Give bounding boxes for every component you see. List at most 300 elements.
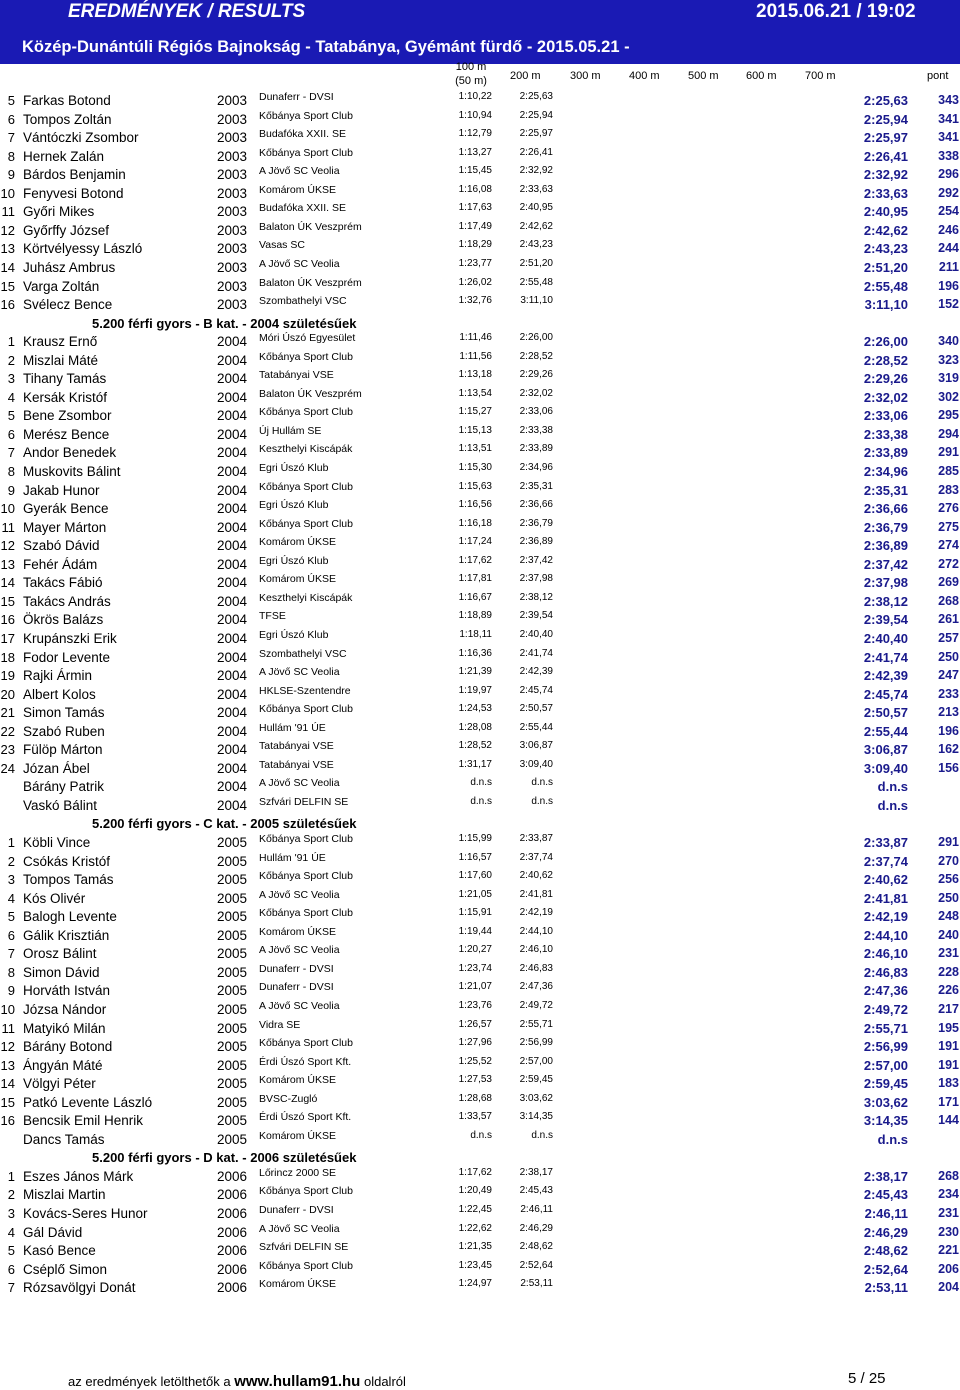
place: 7 — [7, 445, 15, 461]
place: 14 — [0, 259, 15, 275]
club: Egri Úszó Klub — [259, 628, 329, 641]
birth-year: 2006 — [217, 1168, 248, 1184]
swimmer-name: Kasó Bence — [23, 1243, 96, 1259]
table-row — [0, 1092, 960, 1113]
place: 6 — [7, 1261, 15, 1277]
final-time: 2:52,64 — [863, 1261, 908, 1277]
swimmer-name: Takács Fábió — [23, 575, 103, 591]
generated-date: 2015.06.21 / 19:02 — [756, 1, 916, 22]
col-400m: 400 m — [629, 70, 660, 82]
split-200m: d.n.s — [531, 777, 553, 789]
final-time: 2:59,45 — [863, 1076, 908, 1092]
club: Kőbánya Sport Club — [259, 907, 353, 920]
birth-year: 2004 — [217, 334, 248, 350]
points: 247 — [938, 668, 959, 683]
split-200m: 2:37,98 — [519, 573, 553, 585]
club: Budafóka XXII. SE — [259, 128, 346, 141]
results-title: EREDMÉNYEK / RESULTS — [68, 1, 306, 22]
split-200m: 2:26,00 — [519, 332, 553, 344]
split-100m: 1:28,08 — [458, 721, 492, 733]
split-200m: 2:51,20 — [519, 257, 553, 269]
final-time: 2:33,89 — [863, 445, 908, 461]
table-row — [0, 387, 960, 408]
place: 6 — [7, 111, 15, 127]
split-200m: 2:52,64 — [519, 1259, 553, 1271]
swimmer-name: Orosz Bálint — [23, 946, 97, 962]
final-time: 2:25,63 — [863, 93, 908, 108]
final-time: 2:46,10 — [863, 946, 908, 962]
club: Komárom ÚKSE — [259, 1074, 337, 1087]
split-200m: 2:32,02 — [519, 387, 553, 399]
swimmer-name: Merész Bence — [23, 426, 110, 442]
club: A Jövő SC Veolia — [259, 1222, 340, 1235]
place: 20 — [0, 686, 15, 702]
split-100m: 1:23,76 — [458, 999, 492, 1011]
table-row — [0, 464, 960, 482]
split-200m: 2:56,99 — [519, 1037, 553, 1049]
points: 268 — [938, 593, 959, 608]
points: 302 — [938, 389, 959, 404]
club: Komárom ÚKSE — [259, 573, 337, 586]
split-200m: 2:36,79 — [519, 517, 553, 529]
birth-year: 2004 — [217, 612, 248, 628]
table-row — [0, 758, 960, 779]
table-row — [0, 1280, 960, 1298]
swimmer-name: Takács András — [23, 593, 111, 609]
birth-year: 2003 — [217, 204, 248, 220]
split-200m: 2:25,97 — [519, 128, 553, 140]
table-row — [0, 1166, 960, 1187]
points: 283 — [938, 482, 959, 497]
final-time: 2:48,62 — [863, 1243, 908, 1259]
swimmer-name: Simon Tamás — [23, 705, 105, 721]
place: 15 — [0, 278, 15, 294]
birth-year: 2005 — [217, 909, 248, 925]
swimmer-name: Kovács-Seres Hunor — [23, 1206, 148, 1221]
table-row — [0, 538, 960, 556]
club: Kőbánya Sport Club — [259, 1185, 353, 1198]
points: 268 — [938, 1168, 959, 1183]
place: 22 — [0, 723, 15, 739]
swimmer-name: Gyerák Bence — [23, 501, 109, 517]
final-time: 2:45,43 — [863, 1187, 908, 1203]
place: 15 — [0, 1094, 15, 1110]
split-200m: 2:48,62 — [519, 1241, 553, 1253]
split-200m: 2:33,06 — [519, 406, 553, 418]
place: 10 — [0, 1001, 15, 1017]
swimmer-name: Kersák Kristóf — [23, 389, 108, 405]
points: 340 — [938, 334, 959, 349]
split-100m: 1:23,77 — [458, 257, 492, 269]
swimmer-name: Ökrös Balázs — [23, 612, 104, 628]
swimmer-name: Simon Dávid — [23, 964, 100, 980]
site-link[interactable]: www.hullam91.hu — [234, 1373, 361, 1390]
split-100m: 1:19,97 — [458, 684, 492, 696]
birth-year: 2003 — [217, 297, 248, 313]
club: HKLSE-Szentendre — [259, 684, 351, 697]
points: 256 — [938, 872, 959, 887]
club: Hullám '91 ÚE — [259, 721, 326, 734]
split-200m: 2:36,66 — [519, 499, 553, 511]
birth-year: 2006 — [217, 1280, 248, 1296]
club: A Jövő SC Veolia — [259, 257, 340, 270]
final-time: 2:41,74 — [863, 649, 908, 665]
place: 1 — [7, 835, 15, 850]
birth-year: 2005 — [217, 1057, 248, 1073]
points: 211 — [938, 259, 959, 274]
points: 323 — [938, 352, 959, 367]
final-time: 2:40,62 — [863, 872, 908, 888]
split-100m: 1:13,18 — [458, 369, 492, 381]
split-200m: 2:49,72 — [519, 999, 553, 1011]
club: Kőbánya Sport Club — [259, 109, 353, 122]
table-row — [0, 628, 960, 649]
split-100m: 1:24,97 — [458, 1278, 492, 1290]
club: A Jövő SC Veolia — [259, 666, 340, 679]
swimmer-name: Köbli Vince — [23, 835, 91, 850]
final-time: 2:34,96 — [863, 464, 908, 479]
birth-year: 2004 — [217, 426, 248, 442]
split-200m: 3:03,62 — [519, 1092, 553, 1104]
split-100m: 1:26,57 — [458, 1018, 492, 1030]
birth-year: 2004 — [217, 649, 248, 665]
split-100m: 1:13,54 — [458, 387, 492, 399]
swimmer-name: Győri Mikes — [23, 204, 95, 220]
swimmer-name: Balogh Levente — [23, 909, 117, 925]
final-time: 2:32,92 — [863, 167, 908, 183]
split-200m: 2:38,17 — [519, 1166, 553, 1178]
split-200m: 2:33,63 — [519, 183, 553, 195]
table-row — [0, 721, 960, 742]
split-100m: 1:22,45 — [458, 1204, 492, 1215]
split-200m: 2:33,38 — [519, 424, 553, 436]
place: 12 — [0, 222, 15, 238]
split-200m: 2:50,57 — [519, 703, 553, 715]
club: Balaton ÚK Veszprém — [259, 276, 362, 289]
table-row — [0, 371, 960, 389]
table-row — [0, 795, 960, 816]
split-100m: 1:25,52 — [458, 1055, 492, 1067]
final-time: 2:40,95 — [863, 204, 908, 220]
split-200m: 2:25,94 — [519, 109, 553, 121]
points: 191 — [938, 1039, 959, 1054]
place: 9 — [7, 983, 15, 999]
final-time: 3:14,35 — [863, 1113, 908, 1129]
table-row — [0, 888, 960, 909]
birth-year: 2006 — [217, 1206, 248, 1221]
place: 5 — [7, 909, 15, 925]
club: Hullám '91 ÚE — [259, 851, 326, 864]
final-time: 2:33,06 — [863, 408, 908, 424]
split-100m: 1:21,39 — [458, 666, 492, 678]
place: 1 — [7, 1168, 15, 1184]
points: 275 — [938, 519, 959, 534]
points: 231 — [938, 946, 959, 961]
split-100m: 1:10,94 — [458, 109, 492, 121]
club: Budafóka XXII. SE — [259, 202, 346, 215]
birth-year: 2004 — [217, 519, 248, 535]
split-200m: 2:25,63 — [519, 91, 553, 102]
place: 15 — [0, 593, 15, 609]
split-100m: d.n.s — [470, 777, 492, 789]
points: 295 — [938, 408, 959, 423]
swimmer-name: Krausz Ernő — [23, 334, 98, 350]
place: 19 — [0, 668, 15, 684]
club: TFSE — [259, 610, 286, 623]
place: 21 — [0, 705, 15, 721]
birth-year: 2004 — [217, 797, 248, 813]
club: BVSC-Zugló — [259, 1092, 318, 1105]
points: 226 — [938, 983, 959, 998]
split-200m: 2:42,19 — [519, 907, 553, 919]
split-200m: 2:47,36 — [519, 981, 553, 993]
swimmer-name: Andor Benedek — [23, 445, 117, 461]
final-time: 2:42,19 — [863, 909, 908, 925]
birth-year: 2004 — [217, 408, 248, 424]
split-200m: 2:29,26 — [519, 369, 553, 381]
table-row — [0, 276, 960, 297]
club: A Jövő SC Veolia — [259, 999, 340, 1012]
swimmer-name: Csókás Kristóf — [23, 853, 111, 869]
final-time: 2:32,02 — [863, 389, 908, 405]
club: Komárom ÚKSE — [259, 1129, 337, 1142]
club: Tatabányai VSE — [259, 740, 334, 753]
birth-year: 2003 — [217, 259, 248, 275]
birth-year: 2004 — [217, 556, 248, 572]
split-100m: 1:16,08 — [458, 183, 492, 195]
col-100m: 100 m (50 m) — [455, 61, 487, 87]
points: 250 — [938, 890, 959, 905]
birth-year: 2003 — [217, 185, 248, 201]
table-row — [0, 909, 960, 927]
club: Kőbánya Sport Club — [259, 480, 353, 493]
swimmer-name: Kós Olivér — [23, 890, 86, 906]
swimmer-name: Patkó Levente László — [23, 1094, 153, 1110]
split-200m: 2:34,96 — [519, 462, 553, 473]
swimmer-name: Svélecz Bence — [23, 297, 113, 313]
col-300m: 300 m — [570, 70, 601, 82]
swimmer-name: Körtvélyessy László — [23, 241, 143, 257]
final-time: d.n.s — [877, 1131, 908, 1147]
birth-year: 2004 — [217, 760, 248, 776]
points: 206 — [938, 1261, 959, 1276]
final-time: 2:35,31 — [863, 482, 908, 498]
place: 4 — [7, 1224, 15, 1240]
final-time: d.n.s — [877, 797, 908, 813]
points: 296 — [938, 167, 959, 182]
split-100m: 1:31,17 — [458, 758, 492, 770]
table-row — [0, 146, 960, 167]
final-time: 2:46,29 — [863, 1224, 908, 1240]
table-row — [0, 445, 960, 463]
split-200m: 3:09,40 — [519, 758, 553, 770]
birth-year: 2004 — [217, 352, 248, 368]
club: Érdi Úszó Sport Kft. — [259, 1055, 352, 1068]
split-200m: 2:33,87 — [519, 833, 553, 844]
birth-year: 2006 — [217, 1224, 248, 1240]
birth-year: 2005 — [217, 1001, 248, 1017]
swimmer-name: Fehér Ádám — [23, 556, 98, 572]
points: 152 — [938, 297, 959, 312]
col-600m: 600 m — [746, 70, 777, 82]
split-200m: 2:36,89 — [519, 536, 553, 548]
final-time: 2:36,89 — [863, 538, 908, 554]
club: Kőbánya Sport Club — [259, 1259, 353, 1272]
section-title: 5.200 férfi gyors - B kat. - 2004 születésűek — [92, 315, 357, 331]
split-200m: 2:44,10 — [519, 925, 553, 937]
place: 13 — [0, 241, 15, 257]
place: 13 — [0, 1057, 15, 1073]
split-100m: 1:23,74 — [458, 962, 492, 974]
split-200m: 3:06,87 — [519, 740, 553, 752]
place: 2 — [7, 1187, 15, 1203]
table-row — [0, 93, 960, 111]
final-time: 2:38,17 — [863, 1168, 908, 1184]
final-time: 2:42,62 — [863, 222, 908, 238]
table-row — [0, 167, 960, 185]
points: 196 — [938, 723, 959, 738]
table-row — [0, 835, 960, 853]
swimmer-name: Gál Dávid — [23, 1224, 83, 1240]
final-time: 2:36,79 — [863, 519, 908, 535]
points: 196 — [938, 278, 959, 293]
table-row — [0, 130, 960, 148]
split-100m: 1:23,45 — [458, 1259, 492, 1271]
table-row — [0, 501, 960, 519]
split-100m: 1:16,57 — [458, 851, 492, 863]
split-200m: 2:46,10 — [519, 944, 553, 956]
birth-year: 2004 — [217, 668, 248, 684]
final-time: 2:38,12 — [863, 593, 908, 609]
club: Szombathelyi VSC — [259, 647, 347, 660]
col-500m: 500 m — [688, 70, 719, 82]
split-100m: 1:27,53 — [458, 1074, 492, 1086]
club: A Jövő SC Veolia — [259, 165, 340, 178]
place: 18 — [0, 649, 15, 665]
points: 341 — [938, 130, 959, 145]
points: 230 — [938, 1224, 959, 1239]
swimmer-name: Tompos Tamás — [23, 872, 114, 888]
table-row — [0, 591, 960, 612]
place: 3 — [7, 872, 15, 888]
final-time: 2:33,63 — [863, 185, 908, 201]
table-row — [0, 220, 960, 241]
birth-year: 2005 — [217, 1113, 248, 1129]
place: 4 — [7, 389, 15, 405]
swimmer-name: Jakab Hunor — [23, 482, 100, 498]
table-row — [0, 554, 960, 575]
table-row — [0, 851, 960, 872]
club: Érdi Úszó Sport Kft. — [259, 1111, 352, 1124]
final-time: 2:47,36 — [863, 983, 908, 999]
final-time: 2:26,00 — [863, 334, 908, 350]
birth-year: 2005 — [217, 946, 248, 962]
split-100m: 1:17,81 — [458, 573, 492, 585]
place: 14 — [0, 575, 15, 591]
points: 246 — [938, 222, 959, 237]
club: Kőbánya Sport Club — [259, 833, 353, 845]
split-100m: 1:11,56 — [459, 350, 492, 362]
final-time: 2:55,44 — [863, 723, 908, 739]
place: 12 — [0, 538, 15, 554]
final-time: 3:09,40 — [863, 760, 908, 776]
club: Kőbánya Sport Club — [259, 517, 353, 530]
club: Vasas SC — [259, 239, 305, 252]
birth-year: 2005 — [217, 835, 248, 850]
birth-year: 2003 — [217, 241, 248, 257]
place: 5 — [7, 1243, 15, 1259]
place: 9 — [7, 482, 15, 498]
swimmer-name: Matyikó Milán — [23, 1020, 106, 1036]
points: 204 — [938, 1280, 959, 1295]
split-100m: 1:16,67 — [458, 591, 492, 603]
points: 276 — [938, 501, 959, 516]
place: 2 — [7, 853, 15, 869]
place: 9 — [7, 167, 15, 183]
table-row — [0, 1018, 960, 1039]
split-100m: 1:16,56 — [458, 499, 492, 511]
swimmer-name: Józan Ábel — [23, 760, 90, 776]
section-title: 5.200 férfi gyors - D kat. - 2006 születésűek — [92, 1150, 357, 1166]
birth-year: 2006 — [217, 1243, 248, 1259]
birth-year: 2003 — [217, 130, 248, 146]
points: 261 — [938, 612, 959, 627]
club: Kőbánya Sport Club — [259, 146, 353, 159]
birth-year: 2005 — [217, 872, 248, 888]
table-row — [0, 962, 960, 983]
final-time: 2:56,99 — [863, 1039, 908, 1055]
swimmer-name: Horváth István — [23, 983, 111, 999]
place: 11 — [1, 204, 15, 220]
birth-year: 2004 — [217, 779, 248, 795]
birth-year: 2004 — [217, 593, 248, 609]
table-row — [0, 742, 960, 760]
split-200m: 2:41,74 — [519, 647, 553, 659]
split-100m: 1:16,18 — [458, 517, 492, 529]
col-700m: 700 m — [805, 70, 836, 82]
club: Szfvári DELFIN SE — [259, 1241, 349, 1254]
club: Kőbánya Sport Club — [259, 406, 353, 419]
split-200m: 2:26,41 — [519, 146, 553, 158]
competition-title: Közép-Dunántúli Régiós Bajnokság - Tatabánya, Gyémánt fürdő - 2015.05.21 - — [22, 38, 630, 56]
birth-year: 2004 — [217, 538, 248, 554]
birth-year: 2003 — [217, 167, 248, 183]
table-row — [0, 1206, 960, 1224]
final-time: 2:25,94 — [863, 111, 908, 127]
table-row — [0, 983, 960, 1001]
birth-year: 2005 — [217, 964, 248, 980]
split-200m: 2:59,45 — [519, 1074, 553, 1086]
birth-year: 2006 — [217, 1261, 248, 1277]
footer-note: az eredmények letölthetők a www.hullam91.hu oldalról — [68, 1373, 406, 1390]
page-number: 5 / 25 — [848, 1370, 886, 1387]
birth-year: 2004 — [217, 686, 248, 702]
split-100m: 1:15,99 — [458, 833, 492, 844]
points: 270 — [938, 853, 959, 868]
final-time: 2:49,72 — [863, 1001, 908, 1017]
split-100m: d.n.s — [470, 795, 492, 807]
split-100m: 1:20,49 — [458, 1185, 492, 1197]
table-row — [0, 1187, 960, 1205]
split-100m: 1:17,62 — [458, 554, 492, 566]
place: 6 — [7, 927, 15, 943]
table-row — [0, 705, 960, 723]
table-row — [0, 946, 960, 964]
table-row — [0, 350, 960, 371]
birth-year: 2004 — [217, 742, 248, 758]
final-time: 2:41,81 — [863, 890, 908, 906]
table-row — [0, 779, 960, 797]
